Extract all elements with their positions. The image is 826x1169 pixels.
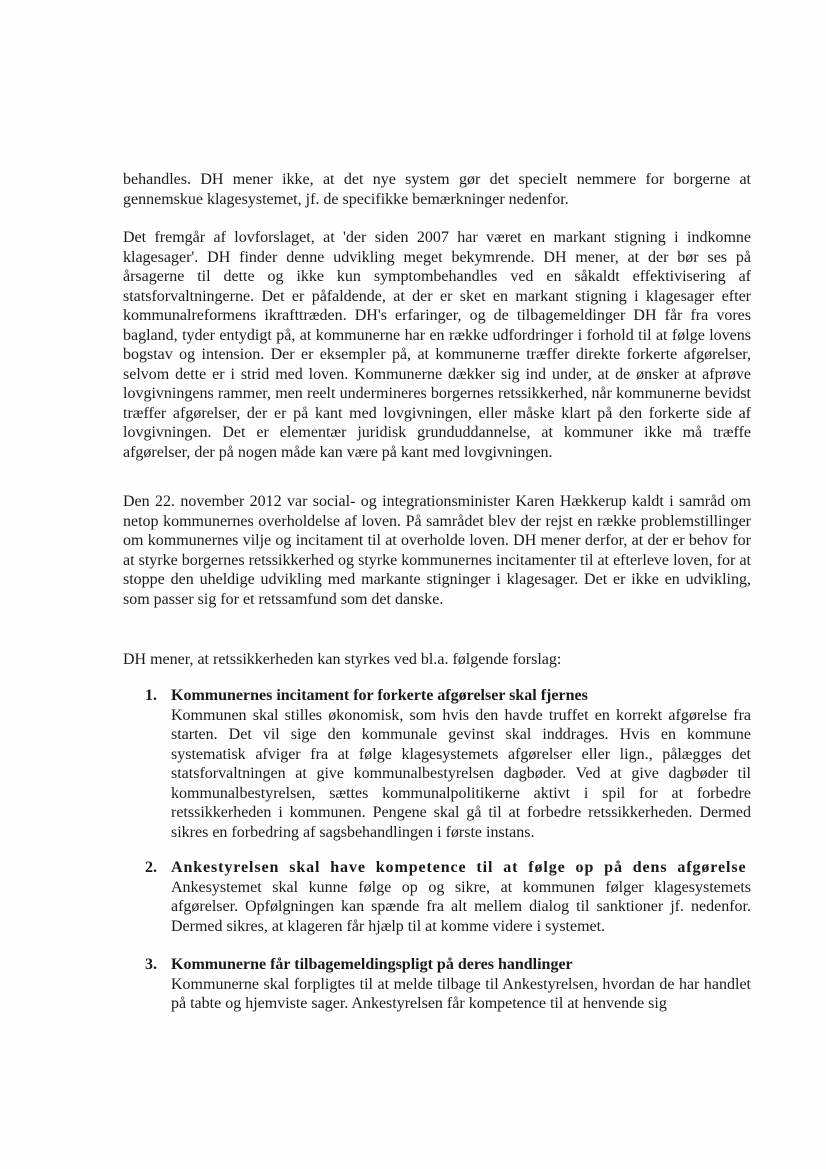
list-item-number: 3. [145,956,157,973]
list-item-heading: Kommunernes incitament for forkerte afgørelser skal fjernes [171,687,588,704]
list-item-body [171,955,751,1014]
paragraph: Det fremgår af lovforslaget, at 'der siden 2007 har været en markant stigning i indkomne klagesager'. DH finder denne udvikling meget bekymrende. DH mener, at der bør ses på årsagerne til dette og ikke kun symptombehandles ved en såkaldt effektivisering af statsforvaltningerne. Det er påfaldende, at der er sket en markant stigning i klagesager efter kommunalreformens ikrafttræden. DH's erfaringer, og de tilbagemeldinger DH får fra vores bagland, tyder entydigt på, at kommunerne har en række udfordringer i forhold til at følge lovens bogstav og intension. Der er eksempler på, at kommunerne træffer direkte forkerte afgørelser, selvom dette er i strid med loven. Kommunerne dækker sig ind under, at de ønsker at afprøve lovgivningens rammer, men reelt undermineres borgernes retssikkerhed, når kommunerne bevidst træffer afgørelser, der er på kant med lovgivningen, eller måske klart på den forkerte side af lovgivningen. Det er elementær juridisk grunduddannelse, at kommuner ikke må træffe afgørelser, der på nogen måde kan være på kant med lovgivningen. [123,229,751,461]
paragraph: behandles. DH mener ikke, at det nye system gør det specielt nemmere for borgerne at gennemskue klagesystemet, jf. de specifikke bemærkninger nedenfor. [123,171,751,208]
list-item-heading: Ankestyrelsen skal have kompetence til at følge op på dens afgørelse [171,859,747,876]
list-item-heading: Kommunerne får tilbagemeldingspligt på deres handlinger [171,956,573,973]
list-item-body [171,686,751,842]
list-item-text: Ankesystemet skal kunne følge op og sikre, at kommunen følger klagesystemets afgørelser. Opfølgningen kan spænde fra alt mellem dialog til sanktioner jf. nedenfor. Dermed sikres, at klageren får hjælp til at komme videre i systemet. [171,878,751,935]
paragraph: Den 22. november 2012 var social- og integrationsminister Karen Hækkerup kaldt i samråd om netop kommunernes overholdelse af loven. På samrådet blev der rejst en række problemstillinger om kommunernes vilje og incitament til at overholde loven. DH mener derfor, at der er behov for at styrke borgernes retssikkerhed og styrke kommunernes incitamenter til at efterleve loven, for at stoppe den uheldige udvikling med markante stigninger i klagesager. Det er ikke en udvikling, som passer sig for et retssamfund som det danske. [123,493,751,608]
list-item-number: 2. [145,859,157,876]
paragraph: DH mener, at retssikkerheden kan styrkes ved bl.a. følgende forslag: [123,651,562,668]
list-item-text: Kommunerne skal forpligtes til at melde tilbage til Ankestyrelsen, hvordan de har handlet på tabte og hjemviste sager. Ankestyrelsen får kompetence til at henvende sig [171,975,751,1012]
list-item-text: Kommunen skal stilles økonomisk, som hvis den havde truffet en korrekt afgørelse fra starten. Det vil sige den kommunale gevinst skal inddrages. Hvis en kommune systematisk afviger fra at følge klagesystemets afgørelser eller lign., pålægges det statsforvaltningen at give kommunalbestyrelsen dagbøder. Ved at give dagbøder til kommunalbestyrelsen, sættes kommunalpolitikerne aktivt i spil for at forbedre retssikkerheden i kommunen. Pengene skal gå til at forbedre retssikkerheden. Dermed sikres en forbedring af sagsbehandlingen i første instans. [171,706,751,841]
list-item-number: 1. [145,687,157,704]
list-item-body [171,858,751,936]
